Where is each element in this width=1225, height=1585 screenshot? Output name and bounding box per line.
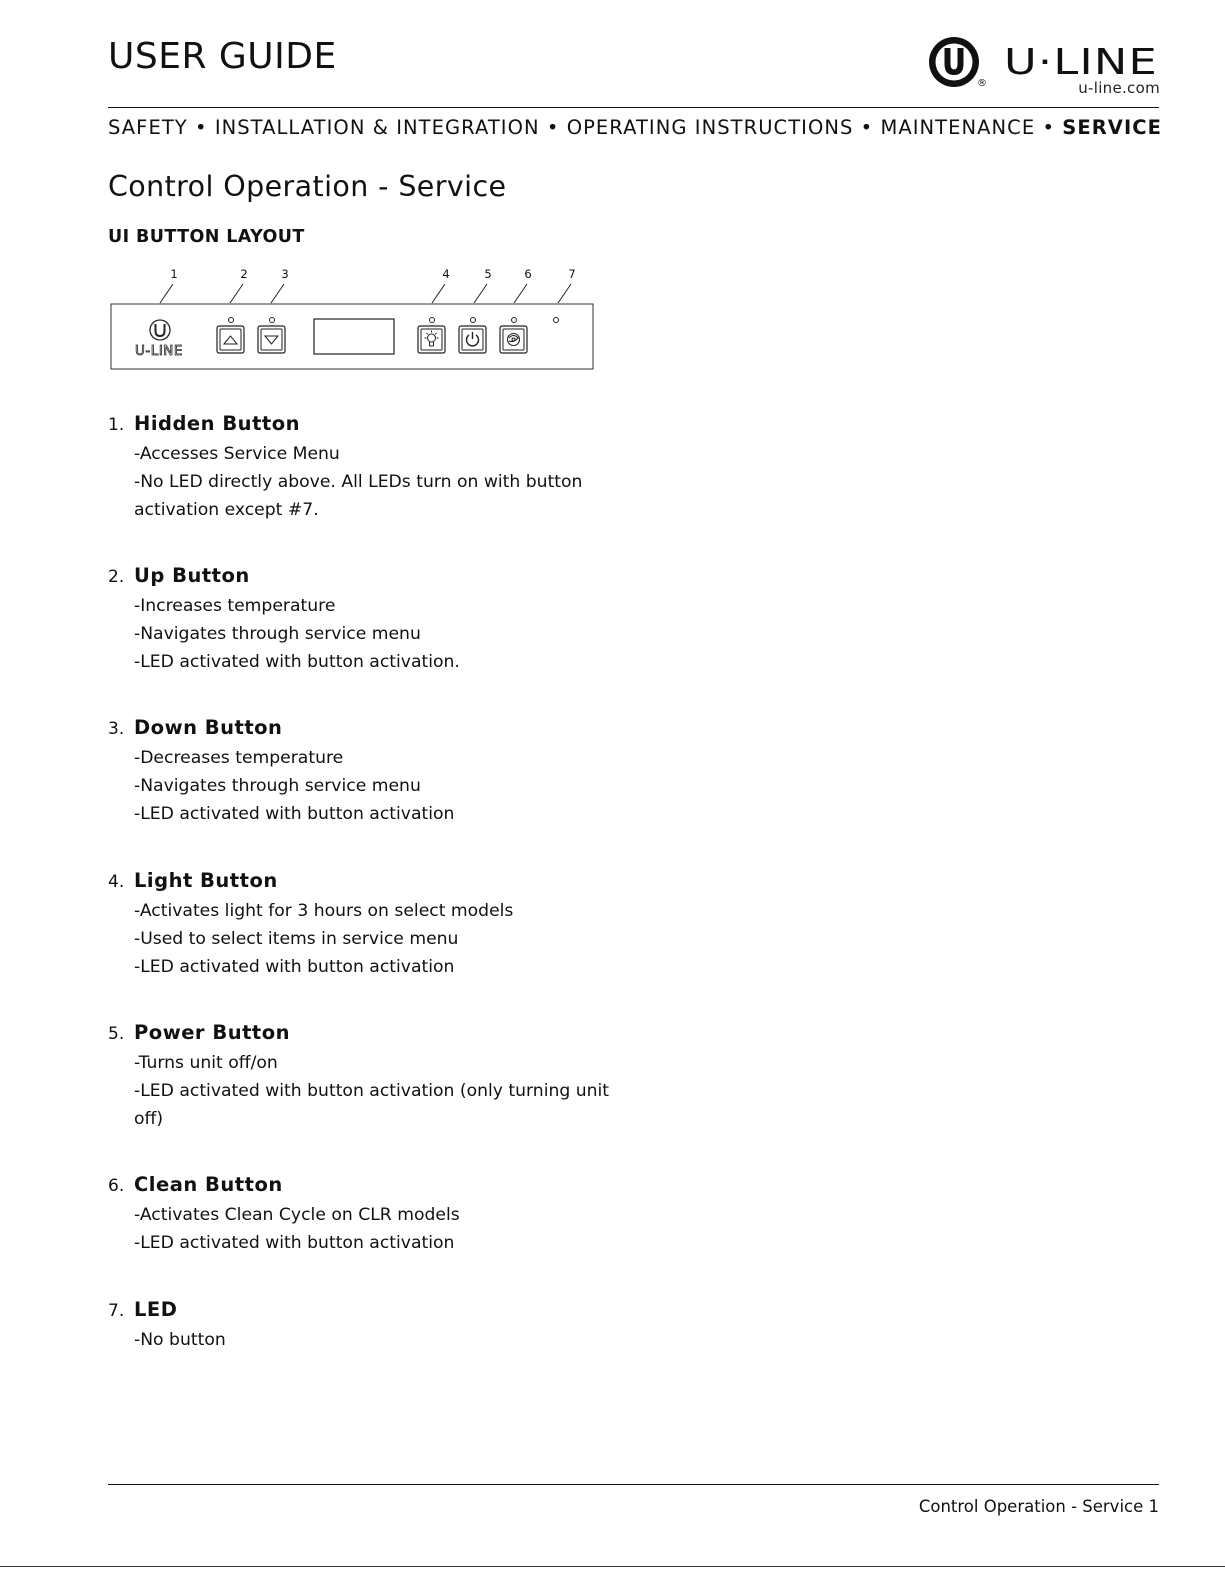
callout-6: 6 [524,267,532,281]
item-line: off) [134,1109,164,1129]
nav-item-operating[interactable]: OPERATING INSTRUCTIONS [566,116,854,139]
list-item-down-button [108,716,628,828]
callout-2: 2 [240,267,248,281]
item-line: -Used to select items in service menu [134,929,459,949]
item-title: Power Button [134,1021,291,1044]
panel-light-button [418,326,445,353]
callout-3: 3 [281,267,289,281]
nav-separator: • [853,116,881,139]
item-number: 7. [108,1301,125,1321]
item-line: -Navigates through service menu [134,624,421,644]
item-number: 4. [108,872,125,892]
brand-wordmark: U·LINE [1004,42,1158,83]
list-item-hidden-button [108,412,628,524]
registered-mark: ® [977,78,987,89]
panel-up-button [217,326,244,353]
website-url[interactable]: u-line.com [1078,79,1160,97]
panel-display [314,319,394,354]
item-number: 6. [108,1176,125,1196]
item-title: Clean Button [134,1173,283,1196]
callout-5: 5 [484,267,492,281]
panel-clean-button [500,326,527,353]
item-line: -LED activated with button activation. [134,652,460,672]
list-item-clean-button [108,1173,628,1257]
list-item-light-button [108,869,628,981]
panel-logo: U-LINE [135,343,183,359]
list-item-up-button [108,564,628,676]
page-bottom-edge [0,1566,1225,1567]
item-number: 5. [108,1024,125,1044]
item-line: -Navigates through service menu [134,776,421,796]
callout-leader-lines [160,284,571,303]
section-nav [108,116,1162,139]
item-line: -No button [134,1330,226,1350]
item-number: 1. [108,415,125,435]
nav-item-installation[interactable]: INSTALLATION & INTEGRATION [214,116,540,139]
header-divider [108,107,1159,108]
item-line: -Increases temperature [134,596,336,616]
list-item-power-button [108,1021,628,1133]
nav-separator: • [539,116,567,139]
subsection-title: UI BUTTON LAYOUT [108,227,305,247]
item-line: -No LED directly above. All LEDs turn on with button [134,472,583,492]
item-line: -Accesses Service Menu [134,444,340,464]
nav-item-service[interactable]: SERVICE [1062,116,1162,139]
item-title: Up Button [134,564,250,587]
item-line: -LED activated with button activation (only turning unit [134,1081,610,1101]
item-title: LED [134,1298,178,1321]
page-footer: Control Operation - Service 1 [918,1497,1159,1516]
document-title: USER GUIDE [108,36,337,77]
item-line: -LED activated with button activation [134,804,455,824]
item-line: activation except #7. [134,500,319,520]
nav-separator: • [187,116,215,139]
item-title: Down Button [134,716,283,739]
callout-1: 1 [170,267,178,281]
panel-power-button [459,326,486,353]
item-line: -Activates Clean Cycle on CLR models [134,1205,460,1225]
nav-item-safety[interactable]: SAFETY [108,116,188,139]
u-line-mark-icon [929,37,979,87]
item-line: -Activates light for 3 hours on select models [134,901,514,921]
item-title: Hidden Button [134,412,300,435]
item-number: 3. [108,719,125,739]
item-number: 2. [108,567,125,587]
item-line: -LED activated with button activation [134,957,455,977]
list-item-led [108,1298,628,1354]
footer-divider [108,1484,1159,1485]
item-line: -Decreases temperature [134,748,344,768]
section-title: Control Operation - Service [108,170,507,203]
item-line: -LED activated with button activation [134,1233,455,1253]
item-line: -Turns unit off/on [134,1053,278,1073]
callout-7: 7 [568,267,576,281]
nav-separator: • [1035,116,1063,139]
nav-item-maintenance[interactable]: MAINTENANCE [880,116,1036,139]
panel-down-button [258,326,285,353]
item-title: Light Button [134,869,278,892]
ui-button-layout-diagram [105,262,600,374]
callout-4: 4 [442,267,450,281]
